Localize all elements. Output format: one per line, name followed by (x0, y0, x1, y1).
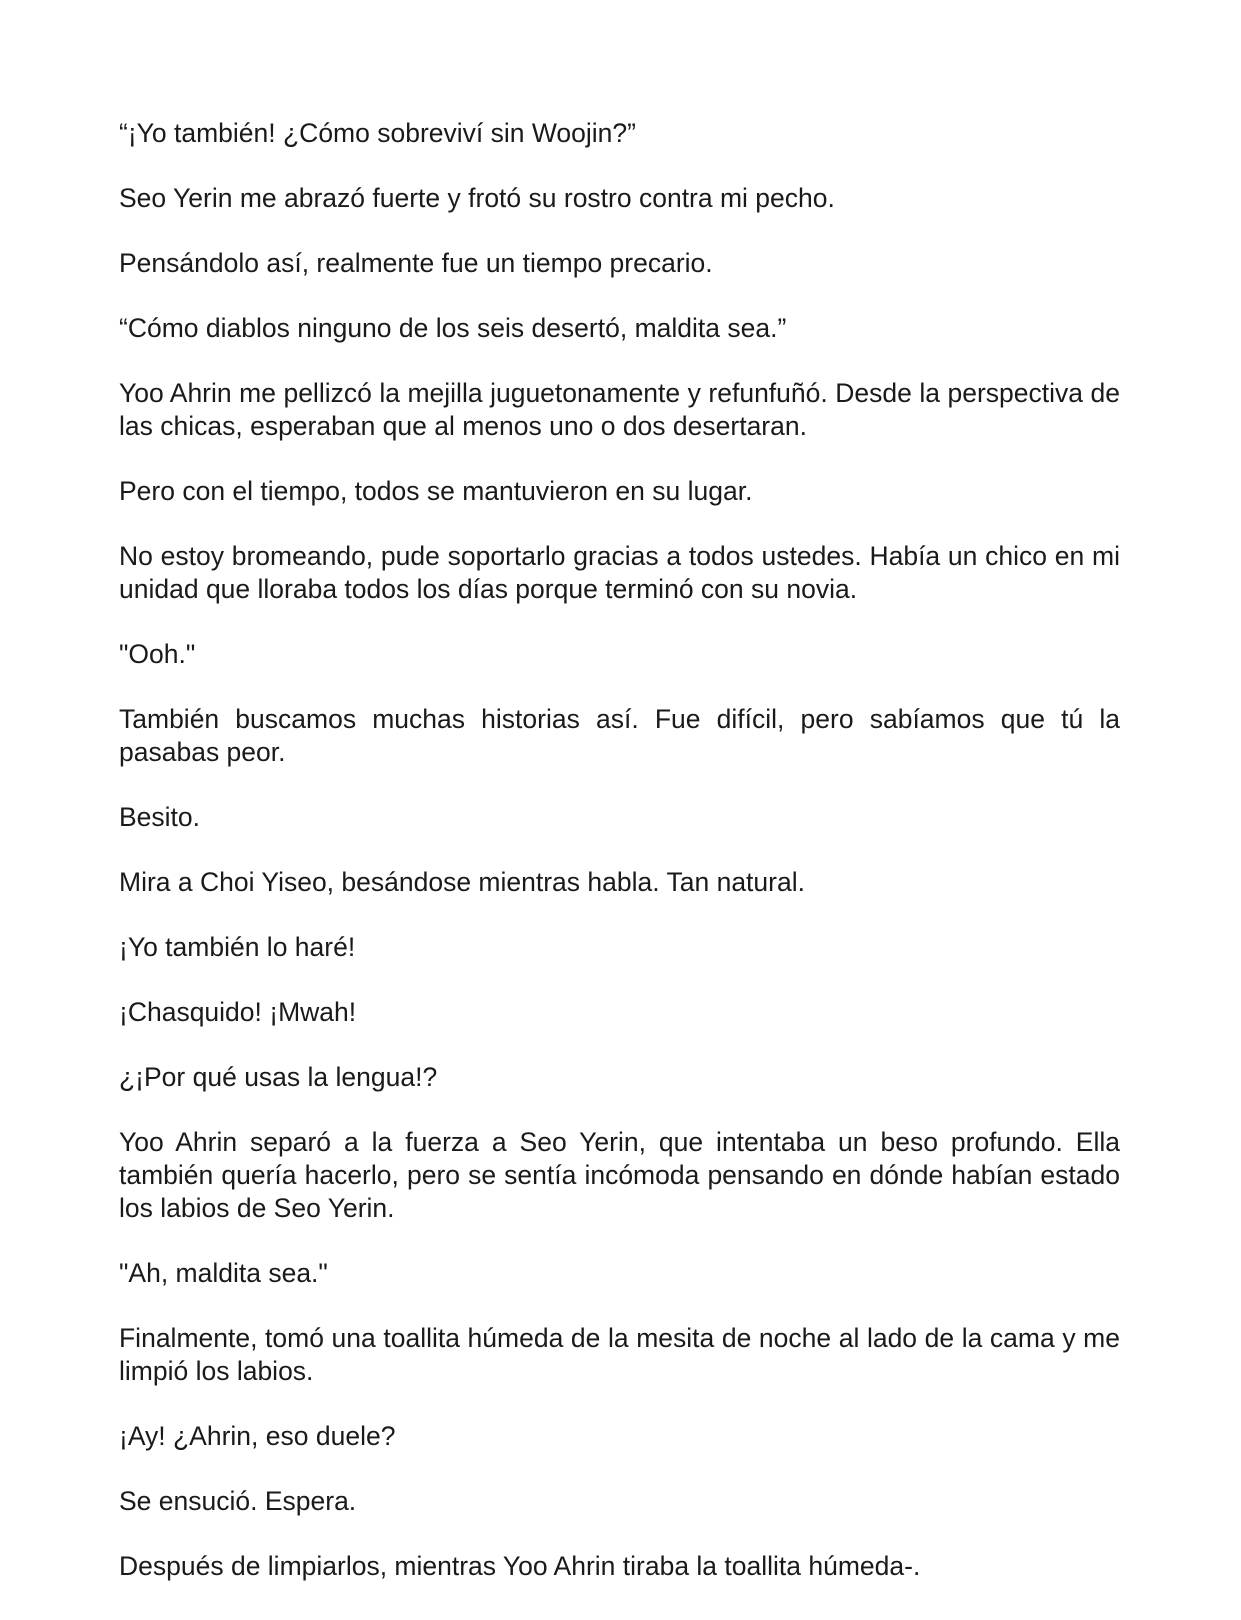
paragraph: Se ensució. Espera. (119, 1486, 357, 1516)
document-body (119, 117, 1120, 1615)
paragraph: También buscamos muchas historias así. Fue difícil, pero sabíamos que tú la pasabas peor. (119, 704, 1120, 767)
paragraph: Pensándolo así, realmente fue un tiempo precario. (119, 248, 713, 278)
paragraph: ¿¡Por qué usas la lengua!? (119, 1062, 438, 1092)
paragraph: Seo Yerin me abrazó fuerte y frotó su rostro contra mi pecho. (119, 183, 835, 213)
paragraph: Yoo Ahrin me pellizcó la mejilla juguetonamente y refunfuñó. Desde la perspectiva de las chicas, esperaban que al menos uno o dos desertaran. (119, 378, 1120, 441)
paragraph: ¡Chasquido! ¡Mwah! (119, 997, 357, 1027)
paragraph: Finalmente, tomó una toallita húmeda de la mesita de noche al lado de la cama y me limpió los labios. (119, 1323, 1120, 1386)
paragraph: Yoo Ahrin separó a la fuerza a Seo Yerin, que intentaba un beso profundo. Ella también quería hacerlo, pero se sentía incómoda pensando en dónde habían estado los labios de Seo Yerin. (119, 1127, 1120, 1223)
paragraph: "Ah, maldita sea." (119, 1258, 328, 1288)
paragraph: ¡Yo también lo haré! (119, 932, 356, 962)
paragraph: ¡Ay! ¿Ahrin, eso duele? (119, 1421, 396, 1451)
paragraph: No estoy bromeando, pude soportarlo gracias a todos ustedes. Había un chico en mi unidad que lloraba todos los días porque terminó con su novia. (119, 541, 1120, 604)
paragraph: “Cómo diablos ninguno de los seis desertó, maldita sea.” (119, 313, 787, 343)
paragraph: Después de limpiarlos, mientras Yoo Ahrin tiraba la toallita húmeda-. (119, 1551, 921, 1581)
paragraph: Besito. (119, 802, 201, 832)
paragraph: Pero con el tiempo, todos se mantuvieron en su lugar. (119, 476, 753, 506)
paragraph: “¡Yo también! ¿Cómo sobreviví sin Woojin?” (119, 118, 636, 148)
paragraph: Mira a Choi Yiseo, besándose mientras habla. Tan natural. (119, 867, 805, 897)
paragraph: "Ooh." (119, 639, 196, 669)
